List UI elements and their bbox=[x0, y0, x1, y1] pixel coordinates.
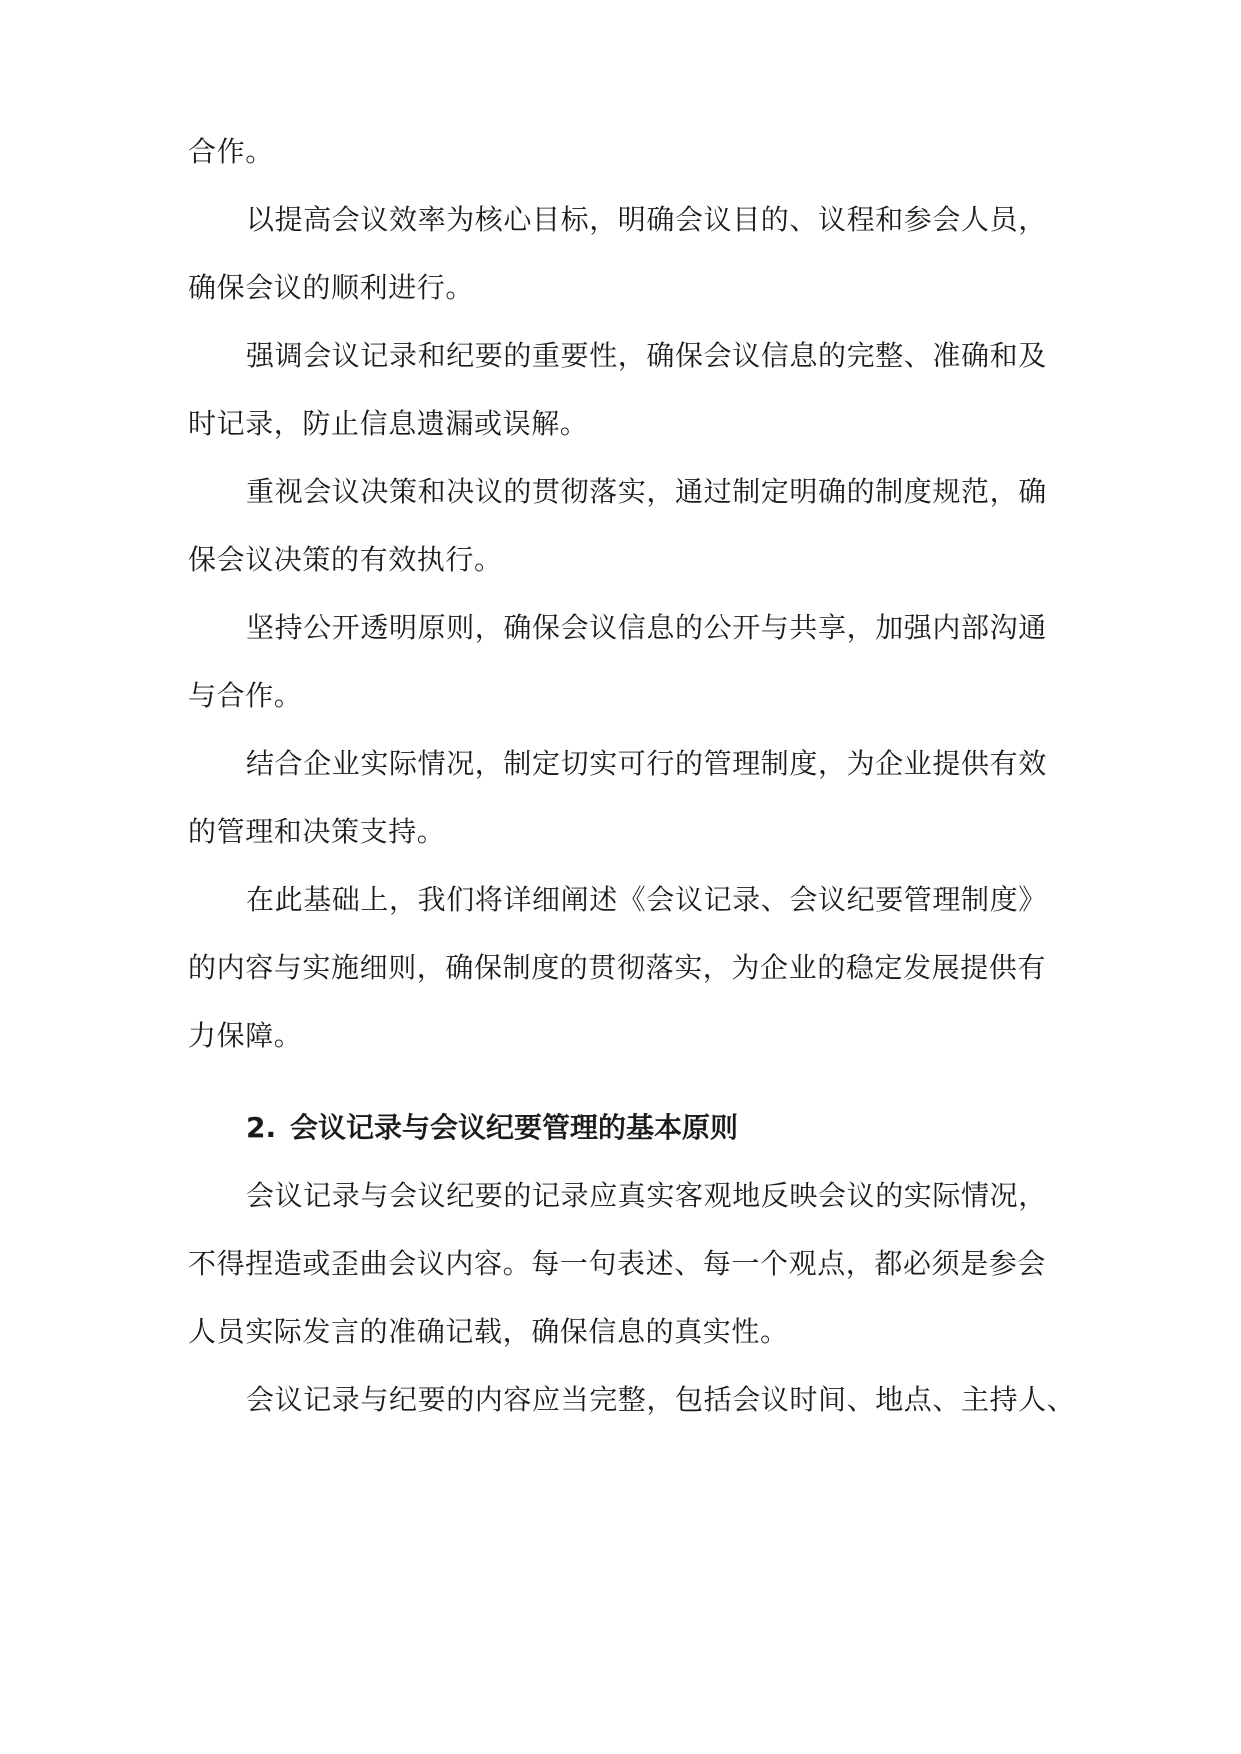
text-line: 人员实际发言的准确记载，确保信息的真实性。 bbox=[188, 1315, 789, 1348]
text-line: 保会议决策的有效执行。 bbox=[188, 543, 503, 576]
paragraph-start: 会议记录与纪要的内容应当完整，包括会议时间、地点、主持人、 bbox=[246, 1383, 1076, 1416]
text-line: 不得捏造或歪曲会议内容。每一句表述、每一个观点，都必须是参会 bbox=[188, 1247, 1047, 1280]
section-number: 2. bbox=[246, 1111, 277, 1144]
text-line: 确保会议的顺利进行。 bbox=[188, 271, 475, 304]
paragraph-start: 重视会议决策和决议的贯彻落实，通过制定明确的制度规范，确 bbox=[246, 475, 1047, 508]
text-line: 力保障。 bbox=[188, 1019, 303, 1052]
paragraph-start: 会议记录与会议纪要的记录应真实客观地反映会议的实际情况， bbox=[246, 1179, 1047, 1212]
paragraph-start: 结合企业实际情况，制定切实可行的管理制度，为企业提供有效 bbox=[246, 747, 1047, 780]
paragraph-start: 强调会议记录和纪要的重要性，确保会议信息的完整、准确和及 bbox=[246, 339, 1047, 372]
paragraph-start: 坚持公开透明原则，确保会议信息的公开与共享，加强内部沟通 bbox=[246, 611, 1047, 644]
section-heading bbox=[246, 1110, 738, 1146]
paragraph-start: 在此基础上，我们将详细阐述《会议记录、会议纪要管理制度》 bbox=[246, 883, 1047, 916]
section-title: 会议记录与会议纪要管理的基本原则 bbox=[290, 1111, 739, 1144]
text-line: 的管理和决策支持。 bbox=[188, 815, 446, 848]
paragraph-start: 以提高会议效率为核心目标，明确会议目的、议程和参会人员， bbox=[246, 203, 1047, 236]
text-line: 的内容与实施细则，确保制度的贯彻落实，为企业的稳定发展提供有 bbox=[188, 951, 1047, 984]
text-line: 时记录，防止信息遗漏或误解。 bbox=[188, 407, 589, 440]
text-line: 合作。 bbox=[188, 135, 274, 168]
text-line: 与合作。 bbox=[188, 679, 303, 712]
